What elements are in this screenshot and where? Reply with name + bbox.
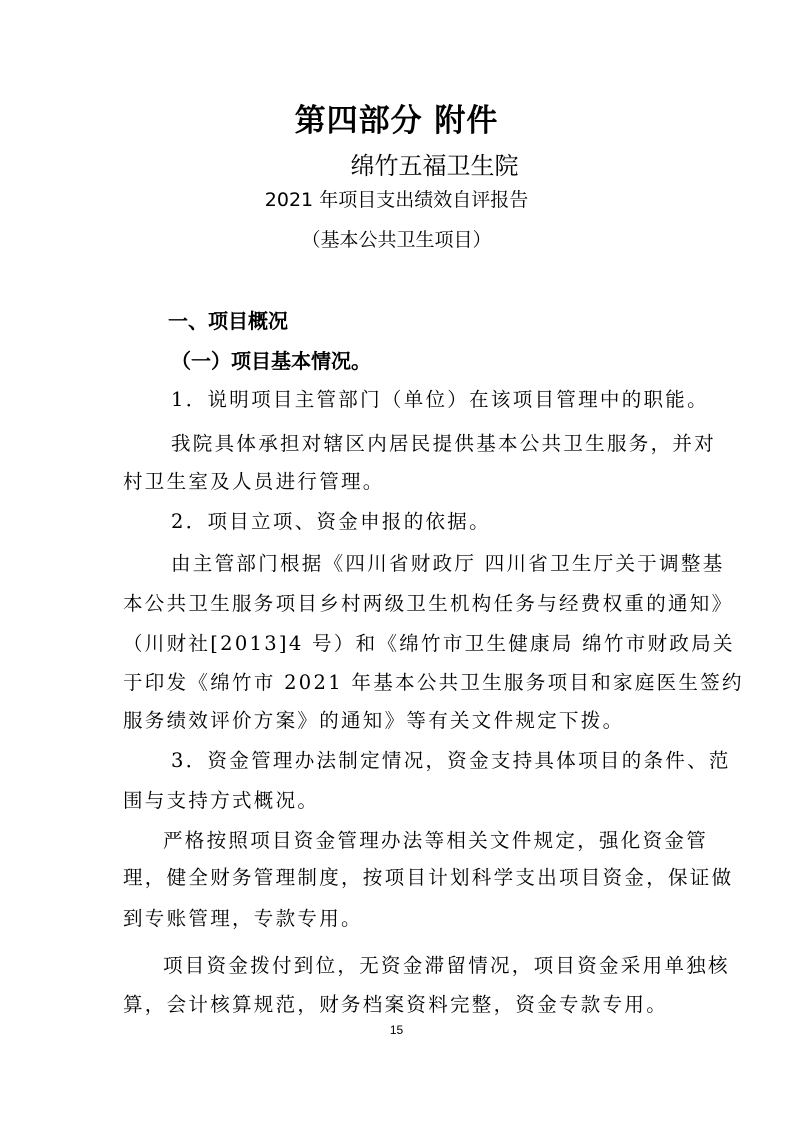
report-subtitle: （基本公共卫生项目） <box>301 229 492 251</box>
page-number: 15 <box>389 1023 404 1037</box>
main-title: 第四部分 附件 <box>294 103 499 139</box>
body-line: 围与支持方式概况。 <box>123 789 320 812</box>
body-line: 3．资金管理办法制定情况，资金支持具体项目的条件、范 <box>171 749 731 772</box>
section-heading: 一、项目概况 <box>168 309 288 333</box>
report-title: 2021 年项目支出绩效自评报告 <box>264 189 529 211</box>
organization-title: 绵竹五福卫生院 <box>350 152 519 180</box>
body-line: 项目资金拨付到位，无资金滞留情况，项目资金采用单独核 <box>163 954 730 977</box>
body-line: 我院具体承担对辖区内居民提供基本公共卫生服务，并对 <box>171 432 717 455</box>
body-line: 于印发《绵竹市 2021 年基本公共卫生服务项目和家庭医生签约 <box>123 671 744 694</box>
body-line: 本公共卫生服务项目乡村两级卫生机构任务与经费权重的通知》 <box>123 592 734 615</box>
body-line: 服务绩效评价方案》的通知》等有关文件规定下拨。 <box>123 709 625 732</box>
body-line: 2．项目立项、资金申报的依据。 <box>171 510 491 533</box>
section-subheading: （一）项目基本情况。 <box>171 349 371 373</box>
body-line: （川财社[2013]4 号）和《绵竹市卫生健康局 绵竹市财政局关 <box>123 632 735 655</box>
body-line: 到专账管理，专款专用。 <box>123 907 363 930</box>
body-line: 严格按照项目资金管理办法等相关文件规定，强化资金管 <box>163 829 709 852</box>
body-line: 由主管部门根据《四川省财政厅 四川省卫生厅关于调整基 <box>171 552 725 575</box>
body-line: 算，会计核算规范，财务档案资料完整，资金专款专用。 <box>123 993 669 1016</box>
body-line: 理，健全财务管理制度，按项目计划科学支出项目资金，保证做 <box>123 866 734 889</box>
body-line: 村卫生室及人员进行管理。 <box>123 470 385 493</box>
body-line: 1．说明项目主管部门（单位）在该项目管理中的职能。 <box>171 388 709 411</box>
